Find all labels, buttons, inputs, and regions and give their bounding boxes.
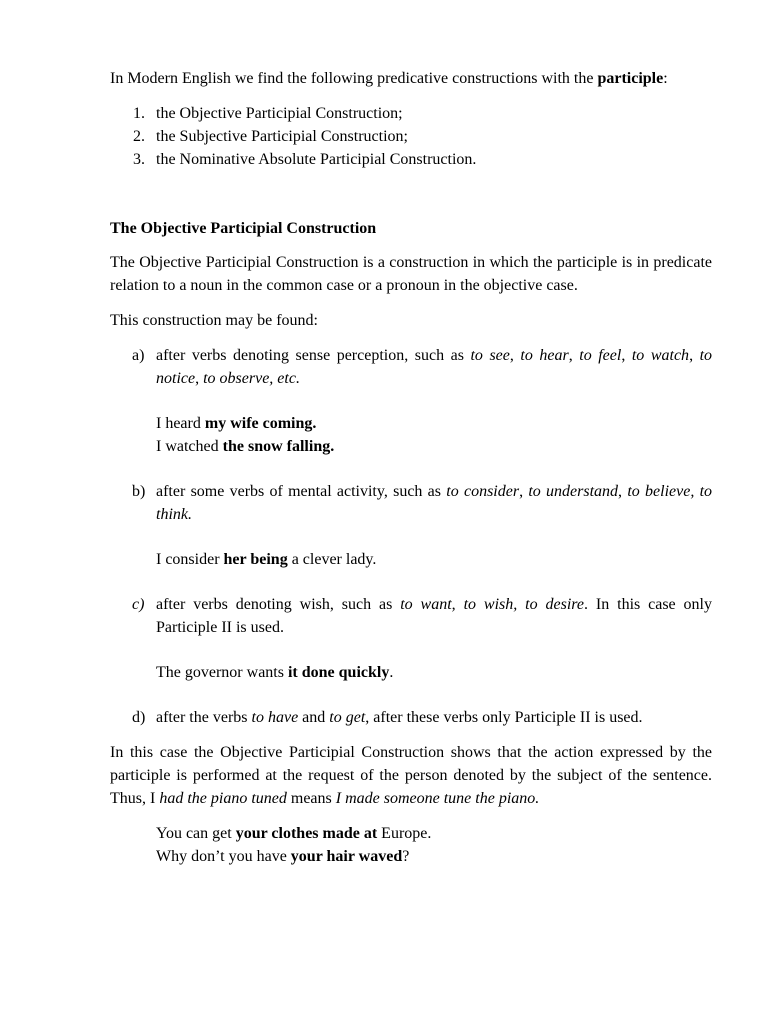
example-text: Europe. <box>377 825 432 842</box>
list-item-text: the Objective Participial Construction; <box>156 105 403 122</box>
document-page <box>110 67 712 868</box>
verb-italic: to consider <box>446 483 520 500</box>
separator: , <box>689 347 700 364</box>
list-number: 3. <box>133 151 145 168</box>
list-item <box>110 102 712 125</box>
example-text: I consider <box>156 551 224 568</box>
example-text: The governor wants <box>156 664 288 681</box>
list-item-text: the Subjective Participial Construction; <box>156 128 408 145</box>
verb-italic: to observe, etc. <box>203 370 300 387</box>
example-text: I heard <box>156 415 205 432</box>
example-line <box>110 548 712 571</box>
example-line <box>110 412 712 435</box>
example-text: You can get <box>156 825 236 842</box>
closing-paragraph <box>110 741 712 810</box>
list-item <box>110 148 712 171</box>
intro-colon: : <box>663 70 668 87</box>
example-line <box>110 435 712 458</box>
verb-italic: to have <box>251 709 299 726</box>
verb-italic: to notice <box>156 347 713 387</box>
example-text: ? <box>402 848 410 865</box>
separator: , <box>621 347 632 364</box>
item-d-text <box>156 706 712 729</box>
example-text: . <box>389 664 394 681</box>
closing-text: means <box>286 790 336 807</box>
example-bold: your clothes made at <box>235 825 378 842</box>
example-line <box>110 661 712 684</box>
example-bold: the snow falling. <box>222 438 335 455</box>
verb-italic: to get <box>329 709 366 726</box>
example-bold: her being <box>223 551 288 568</box>
example-line <box>110 845 712 868</box>
item-d-tail: , after these verbs only Participle II is used. <box>365 709 643 726</box>
verb-italic: to hear <box>520 347 569 364</box>
item-a-text <box>156 344 712 390</box>
example-bold: my wife coming. <box>204 415 317 432</box>
example-bold: your hair waved <box>290 848 403 865</box>
verb-italic: to see <box>470 347 510 364</box>
list-number: 2. <box>133 128 145 145</box>
section-heading: The Objective Participial Construction <box>110 220 377 237</box>
found-intro: This construction may be found: <box>110 312 318 329</box>
verb-italic: to feel <box>579 347 622 364</box>
list-item <box>110 125 712 148</box>
verb-italic: to watch <box>631 347 690 364</box>
item-marker: c) <box>132 596 145 613</box>
item-b-lead: after some verbs of mental activity, such as <box>156 483 447 500</box>
example-bold: it done quickly <box>287 664 390 681</box>
intro-text: In Modern English we find the following predicative constructions with the <box>110 70 598 87</box>
verb-italic: to believe, to think. <box>156 483 713 523</box>
example-text: a clever lady. <box>287 551 377 568</box>
item-marker: d) <box>132 709 146 726</box>
item-c-tail: . In this case only Participle II is used. <box>156 596 713 636</box>
item-a-lead: after verbs denoting sense perception, such as <box>156 347 471 364</box>
list-item-d <box>110 706 712 729</box>
verb-italic: to understand <box>528 483 619 500</box>
separator: , <box>519 483 529 500</box>
separator: , <box>568 347 580 364</box>
example-line <box>110 822 712 845</box>
list-number: 1. <box>133 105 145 122</box>
closing-italic: had the piano tuned <box>159 790 287 807</box>
list-item-a <box>110 344 712 390</box>
intro-paragraph <box>110 67 712 90</box>
item-marker: a) <box>132 347 145 364</box>
item-marker: b) <box>132 483 146 500</box>
verb-italic: to want, to wish, to desire <box>400 596 584 613</box>
separator: , <box>195 370 204 387</box>
definition-paragraph: The Objective Participial Construction is a construction in which the participle is in predicate relation to a noun in the common case or a pronoun in the objective case. <box>110 254 712 294</box>
intro-bold-term: participle <box>597 70 664 87</box>
separator: , <box>618 483 628 500</box>
item-d-lead: after the verbs <box>156 709 252 726</box>
closing-text: In this case the Objective Participial Construction shows that the action expressed by the participle is performed at the request of the person denoted by the subject of the sentence. Thus, I <box>110 744 712 807</box>
item-c-text <box>156 593 712 639</box>
item-d-mid: and <box>298 709 330 726</box>
item-b-text <box>156 480 712 526</box>
list-item-text: the Nominative Absolute Participial Construction. <box>156 151 477 168</box>
constructions-list <box>110 102 712 171</box>
list-item-c <box>110 593 712 639</box>
closing-italic: I made someone tune the piano. <box>335 790 540 807</box>
example-text: Why don’t you have <box>156 848 291 865</box>
item-c-lead: after verbs denoting wish, such as <box>156 596 401 613</box>
example-text: I watched <box>156 438 223 455</box>
separator: , <box>509 347 521 364</box>
list-item-b <box>110 480 712 526</box>
